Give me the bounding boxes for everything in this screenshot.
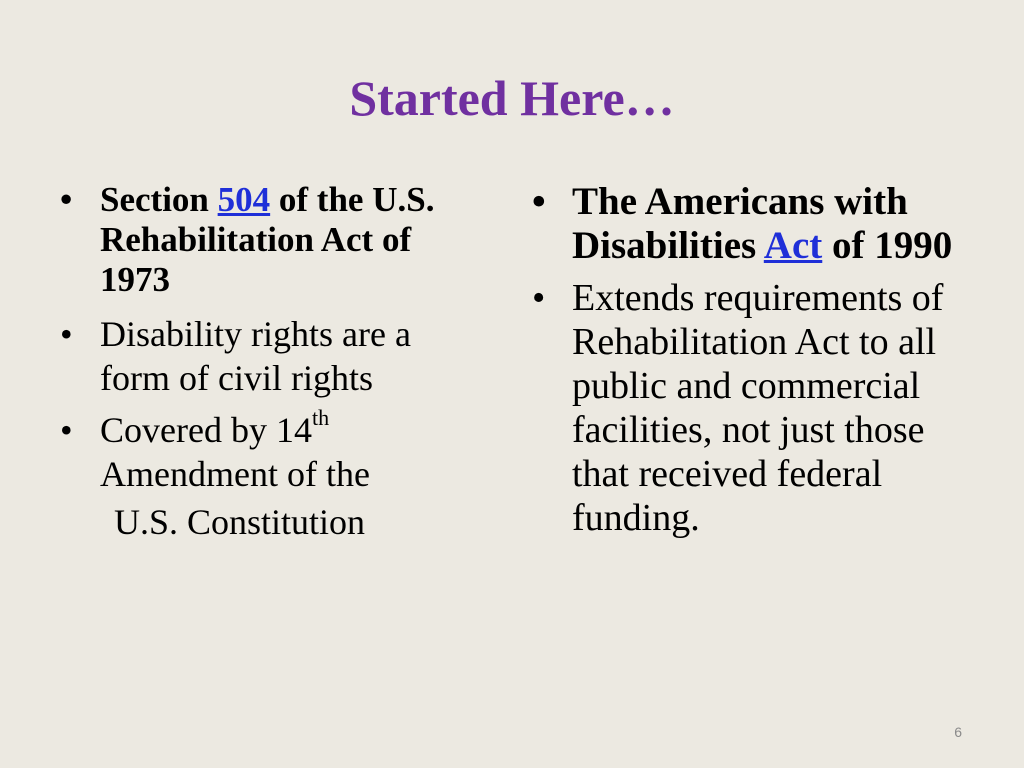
bullet-icon: • xyxy=(532,180,546,223)
civil-rights-text: Disability rights are a form of civil rights xyxy=(100,314,411,398)
amendment-rest: Amendment of the xyxy=(100,454,370,494)
bullet-14th-amendment xyxy=(60,405,480,544)
bullet-icon: • xyxy=(532,277,546,319)
amendment-superscript: th xyxy=(311,405,330,430)
ada-prefix: The Americans with Disabilities xyxy=(572,180,908,267)
section-504-prefix: Section xyxy=(100,180,218,219)
bullet-icon: • xyxy=(60,314,73,354)
right-column xyxy=(532,180,972,548)
extends-text: Extends requirements of Rehabilitation Act to all public and commercial facilities, not just those that received federal funding. xyxy=(572,277,944,539)
link-act[interactable]: Act xyxy=(763,224,823,267)
bullet-icon: • xyxy=(60,180,73,219)
left-column xyxy=(60,180,480,552)
page-number: 6 xyxy=(954,724,962,740)
bullet-extends-requirements xyxy=(532,276,972,540)
bullet-civil-rights xyxy=(60,312,480,400)
bullet-icon: • xyxy=(60,410,73,450)
constitution-text: U.S. Constitution xyxy=(114,502,366,542)
section-504-suffix: of the U.S. Rehabilitation Act of 1973 xyxy=(100,180,435,299)
link-504[interactable]: 504 xyxy=(217,180,271,219)
bullet-ada xyxy=(532,180,972,268)
bullet-section-504 xyxy=(60,180,480,300)
amendment-text: Covered by 14 xyxy=(100,410,312,450)
ada-suffix: of 1990 xyxy=(822,224,953,267)
slide-title: Started Here… xyxy=(349,70,675,126)
